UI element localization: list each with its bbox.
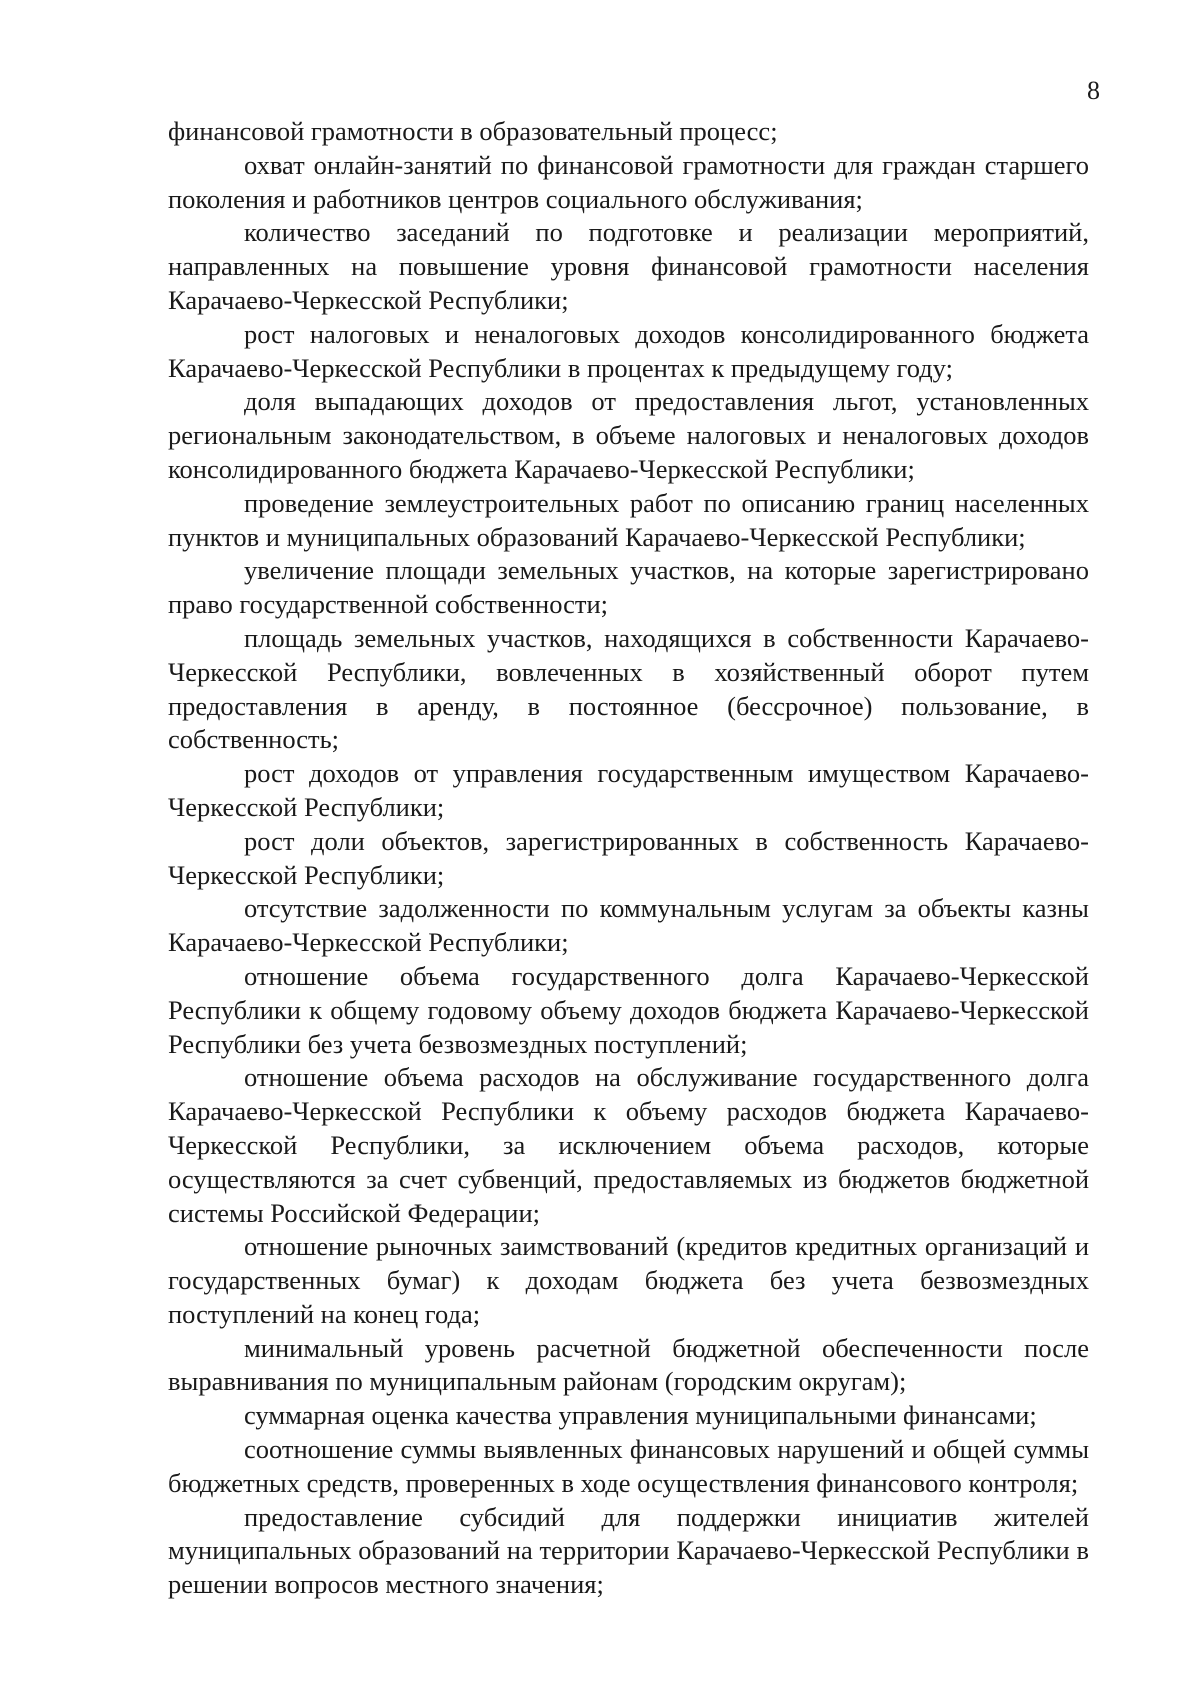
- page-number: 8: [1087, 76, 1100, 105]
- paragraph: рост доли объектов, зарегистрированных в собственность Карачаево-Черкесской Республики;: [168, 825, 1089, 890]
- paragraph: рост доходов от управления государственным имуществом Карачаево-Черкесской Республики;: [168, 758, 1089, 822]
- paragraph: суммарная оценка качества управления муниципальными финансами;: [244, 1400, 1037, 1431]
- paragraph: увеличение площади земельных участков, на которые зарегистрировано право государственной собственности;: [168, 555, 1089, 620]
- paragraph: проведение землеустроительных работ по описанию границ населенных пунктов и муниципальных образований Карачаево-Черкесской Республики;: [168, 487, 1089, 552]
- paragraph: минимальный уровень расчетной бюджетной обеспеченности после выравнивания по муниципальным районам (городским округам);: [168, 1332, 1089, 1397]
- paragraph: площадь земельных участков, находящихся в собственности Карачаево-Черкесской Республики, вовлеченных в хозяйственный оборот путем предоставления в аренду, в постоянное (бессрочное) пользование, в собственность;: [168, 622, 1089, 755]
- paragraph: соотношение суммы выявленных финансовых нарушений и общей суммы бюджетных средств, проверенных в ходе осуществления финансового контроля;: [168, 1434, 1089, 1498]
- paragraph: отношение объема расходов на обслуживание государственного долга Карачаево-Черкесской Республики к объему расходов бюджета Карачаево-Черкесской Республики, за исключением объема расходов, которые осуществляются за счет субвенций, предоставляемых из бюджетов бюджетной системы Российской Федерации;: [168, 1062, 1089, 1228]
- paragraph: предоставление субсидий для поддержки инициатив жителей муниципальных образований на территории Карачаево-Черкесской Республики в решении вопросов местного значения;: [168, 1501, 1089, 1600]
- paragraph: отношение рыночных заимствований (кредитов кредитных организаций и государственных бумаг) к доходам бюджета без учета безвозмездных поступлений на конец года;: [168, 1231, 1089, 1329]
- paragraph: рост налоговых и неналоговых доходов консолидированного бюджета Карачаево-Черкесской Республики в процентах к предыдущему году;: [168, 318, 1089, 383]
- document-body: [168, 115, 1089, 1602]
- paragraph: финансовой грамотности в образовательный процесс;: [168, 116, 778, 146]
- paragraph: доля выпадающих доходов от предоставления льгот, установленных региональным законодательством, в объеме налоговых и неналоговых доходов консолидированного бюджета Карачаево-Черкесской Республики;: [168, 386, 1089, 484]
- paragraph: количество заседаний по подготовке и реализации мероприятий, направленных на повышение уровня финансовой грамотности населения Карачаево-Черкесской Республики;: [168, 217, 1089, 315]
- paragraph: охват онлайн-занятий по финансовой грамотности для граждан старшего поколения и работников центров социального обслуживания;: [168, 149, 1089, 214]
- paragraph: отношение объема государственного долга Карачаево-Черкесской Республики к общему годовому объему доходов бюджета Карачаево-Черкесской Республики без учета безвозмездных поступлений;: [168, 960, 1089, 1059]
- paragraph: отсутствие задолженности по коммунальным услугам за объекты казны Карачаево-Черкесской Республики;: [168, 893, 1089, 958]
